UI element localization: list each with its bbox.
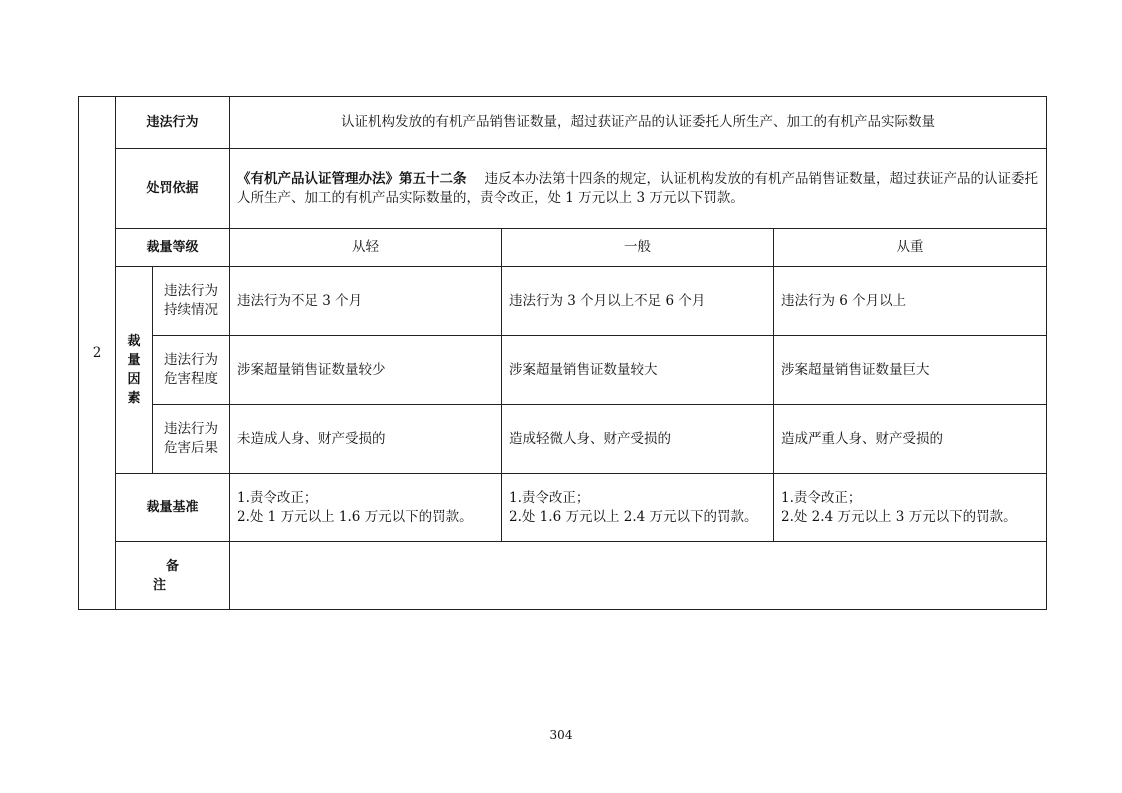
standard-cell <box>774 474 1047 542</box>
standard-label: 裁量基准 <box>116 474 230 542</box>
factors-label-char: 裁 <box>127 334 141 349</box>
factor-name-line: 持续情况 <box>164 302 218 318</box>
grade-row <box>79 229 1047 267</box>
factors-label-char: 量 <box>127 353 141 368</box>
remark-label <box>116 542 230 610</box>
standard-cell <box>502 474 774 542</box>
factor-name-line: 违法行为 <box>164 352 218 368</box>
remark-text <box>230 542 1047 610</box>
factors-label <box>116 267 153 474</box>
standard-line: 2.处 2.4 万元以上 3 万元以下的罚款。 <box>781 508 1017 525</box>
factor-cell: 涉案超量销售证数量巨大 <box>774 336 1047 405</box>
page-number: 304 <box>549 728 573 742</box>
violation-text: 认证机构发放的有机产品销售证数量，超过获证产品的认证委托人所生产、加工的有机产品实际数量 <box>230 97 1047 149</box>
factor-cell: 涉案超量销售证数量较大 <box>502 336 774 405</box>
factor-row <box>79 267 1047 336</box>
basis-content <box>230 149 1047 229</box>
factor-cell: 违法行为 3 个月以上不足 6 个月 <box>502 267 774 336</box>
standard-line: 2.处 1.6 万元以上 2.4 万元以下的罚款。 <box>509 508 758 525</box>
factor-cell: 造成严重人身、财产受损的 <box>774 405 1047 474</box>
standard-cell <box>230 474 502 542</box>
factor-cell: 涉案超量销售证数量较少 <box>230 336 502 405</box>
factor-name-line: 危害后果 <box>164 440 218 456</box>
row-number: 2 <box>79 97 116 610</box>
standard-row <box>79 474 1047 542</box>
remark-row <box>79 542 1047 610</box>
factor-name-line: 危害程度 <box>164 371 218 387</box>
violation-row <box>79 97 1047 149</box>
factor-name <box>153 405 230 474</box>
violation-label: 违法行为 <box>116 97 230 149</box>
standard-line: 2.处 1 万元以上 1.6 万元以下的罚款。 <box>237 508 473 525</box>
remark-label-text: 备注 <box>153 558 206 593</box>
factor-cell: 违法行为 6 个月以上 <box>774 267 1047 336</box>
factors-label-char: 因 <box>127 372 141 387</box>
standard-line: 1.责令改正； <box>509 489 590 506</box>
grade-heavy: 从重 <box>774 229 1047 267</box>
factors-label-char: 素 <box>127 391 141 406</box>
factor-row <box>79 405 1047 474</box>
factor-name-line: 违法行为 <box>164 283 218 299</box>
factor-name-line: 违法行为 <box>164 421 218 437</box>
penalty-discretion-table <box>78 96 1047 610</box>
standard-line: 1.责令改正； <box>237 489 318 506</box>
grade-normal: 一般 <box>502 229 774 267</box>
basis-title: 《有机产品认证管理办法》第五十二条 <box>237 170 467 187</box>
grade-light: 从轻 <box>230 229 502 267</box>
basis-row <box>79 149 1047 229</box>
basis-label: 处罚依据 <box>116 149 230 229</box>
factor-name <box>153 336 230 405</box>
factor-cell: 违法行为不足 3 个月 <box>230 267 502 336</box>
factor-name <box>153 267 230 336</box>
factor-cell: 未造成人身、财产受损的 <box>230 405 502 474</box>
standard-line: 1.责令改正； <box>781 489 862 506</box>
factor-cell: 造成轻微人身、财产受损的 <box>502 405 774 474</box>
grade-label: 裁量等级 <box>116 229 230 267</box>
basis-text: 违反本办法第十四条的规定，认证机构发放的有机产品销售证数量，超过获证产品的认证委托人所生产、加工的有机产品实际数量的，责令改正，处 1 万元以上 3 万元以下罚款。 <box>237 170 1039 206</box>
factor-row <box>79 336 1047 405</box>
